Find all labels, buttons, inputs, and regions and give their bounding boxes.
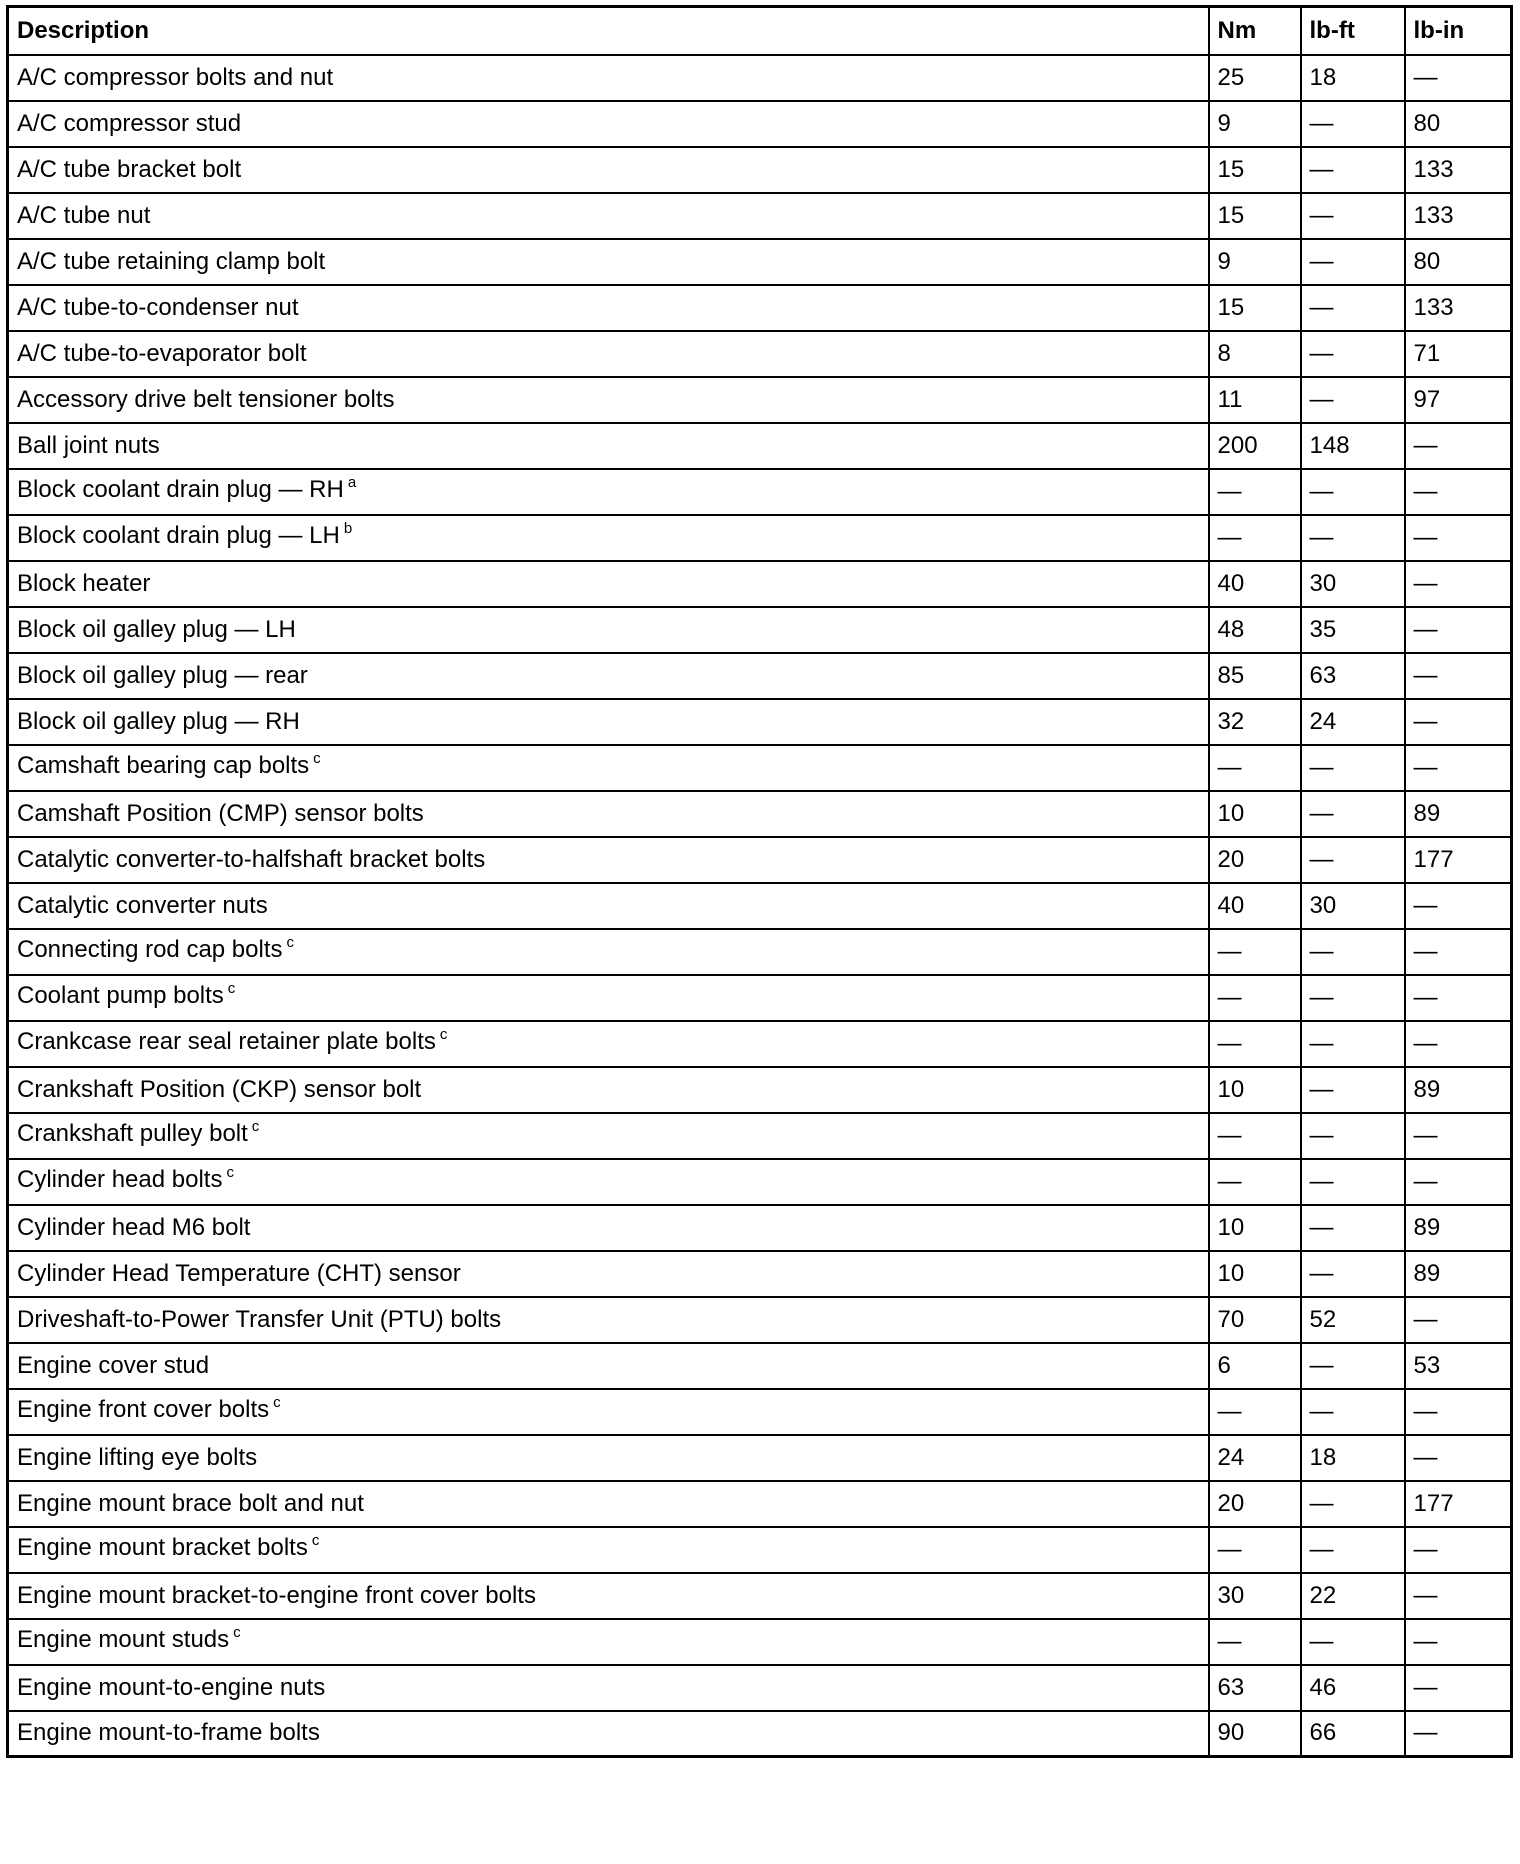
cell-nm: 24 bbox=[1209, 1435, 1301, 1481]
description-text: Engine mount-to-engine nuts bbox=[17, 1673, 326, 1701]
description-text: Ball joint nuts bbox=[17, 431, 160, 459]
cell-description bbox=[8, 1251, 1209, 1297]
cell-lbft: — bbox=[1301, 1619, 1405, 1665]
cell-lbft: — bbox=[1301, 193, 1405, 239]
header-lbin: lb-in bbox=[1405, 7, 1512, 55]
footnote-marker: c bbox=[226, 1164, 234, 1181]
cell-lbft: — bbox=[1301, 745, 1405, 791]
footnote-marker: c bbox=[233, 1624, 241, 1641]
footnote-marker: c bbox=[251, 1118, 260, 1135]
table-row bbox=[8, 1389, 1512, 1435]
cell-lbft: — bbox=[1301, 929, 1405, 975]
description-text: Engine mount bracket bolts bbox=[17, 1534, 308, 1561]
cell-lbin: — bbox=[1405, 1711, 1512, 1757]
cell-lbft: — bbox=[1301, 1159, 1405, 1205]
cell-description bbox=[8, 837, 1209, 883]
table-header-row bbox=[8, 7, 1512, 55]
description-text: Engine mount brace bolt and nut bbox=[17, 1489, 364, 1517]
description-text: A/C tube bracket bolt bbox=[17, 155, 242, 183]
cell-lbin: 71 bbox=[1405, 331, 1512, 377]
table-row bbox=[8, 469, 1512, 515]
cell-nm: 90 bbox=[1209, 1711, 1301, 1757]
description-text: Block coolant drain plug — LH bbox=[17, 522, 340, 549]
cell-lbft: — bbox=[1301, 1113, 1405, 1159]
cell-lbin: 177 bbox=[1405, 837, 1512, 883]
cell-description bbox=[8, 1205, 1209, 1251]
footnote-marker: c bbox=[286, 934, 294, 951]
cell-lbin: — bbox=[1405, 1159, 1512, 1205]
cell-description bbox=[8, 1711, 1209, 1757]
cell-description bbox=[8, 147, 1209, 193]
cell-lbin: 89 bbox=[1405, 1251, 1512, 1297]
description-text: Engine front cover bolts bbox=[17, 1396, 270, 1423]
cell-lbft: — bbox=[1301, 147, 1405, 193]
description-text: Engine cover stud bbox=[17, 1351, 210, 1379]
description-text: Crankcase rear seal retainer plate bolts bbox=[17, 1028, 436, 1055]
description-text: Cylinder head M6 bolt bbox=[17, 1213, 251, 1241]
description-text: A/C compressor bolts and nut bbox=[17, 63, 334, 91]
cell-nm: 15 bbox=[1209, 147, 1301, 193]
cell-nm: — bbox=[1209, 975, 1301, 1021]
cell-nm: 200 bbox=[1209, 423, 1301, 469]
table-row bbox=[8, 515, 1512, 561]
cell-nm: — bbox=[1209, 515, 1301, 561]
cell-lbin: — bbox=[1405, 1527, 1512, 1573]
cell-nm: 32 bbox=[1209, 699, 1301, 745]
description-text: Driveshaft-to-Power Transfer Unit (PTU) bolts bbox=[17, 1305, 502, 1333]
cell-lbft: — bbox=[1301, 837, 1405, 883]
cell-nm: 20 bbox=[1209, 837, 1301, 883]
description-text: Block coolant drain plug — RH bbox=[17, 476, 344, 503]
cell-nm: 25 bbox=[1209, 55, 1301, 101]
table-row bbox=[8, 193, 1512, 239]
cell-lbin: — bbox=[1405, 1665, 1512, 1711]
cell-lbin: — bbox=[1405, 699, 1512, 745]
cell-description bbox=[8, 55, 1209, 101]
table-row bbox=[8, 883, 1512, 929]
description-text: Engine mount bracket-to-engine front cover bolts bbox=[17, 1581, 536, 1609]
cell-description bbox=[8, 1113, 1209, 1159]
description-text: Coolant pump bolts bbox=[17, 982, 224, 1009]
cell-description bbox=[8, 1481, 1209, 1527]
table-row bbox=[8, 1021, 1512, 1067]
description-text: Block heater bbox=[17, 569, 151, 597]
table-row bbox=[8, 1297, 1512, 1343]
cell-lbin: — bbox=[1405, 515, 1512, 561]
cell-nm: — bbox=[1209, 1527, 1301, 1573]
cell-description bbox=[8, 331, 1209, 377]
description-text: Catalytic converter nuts bbox=[17, 891, 268, 919]
cell-nm: — bbox=[1209, 1113, 1301, 1159]
cell-lbin: — bbox=[1405, 55, 1512, 101]
cell-lbft: — bbox=[1301, 1251, 1405, 1297]
cell-lbin: — bbox=[1405, 423, 1512, 469]
cell-nm: 48 bbox=[1209, 607, 1301, 653]
cell-lbin: 89 bbox=[1405, 1205, 1512, 1251]
cell-lbft: 148 bbox=[1301, 423, 1405, 469]
table-row bbox=[8, 285, 1512, 331]
cell-lbft: 22 bbox=[1301, 1573, 1405, 1619]
cell-nm: 20 bbox=[1209, 1481, 1301, 1527]
description-text: Catalytic converter-to-halfshaft bracket bolts bbox=[17, 845, 486, 873]
header-lbft: lb-ft bbox=[1301, 7, 1405, 55]
cell-lbin: — bbox=[1405, 607, 1512, 653]
description-text: Block oil galley plug — LH bbox=[17, 615, 296, 643]
footnote-marker: c bbox=[273, 1394, 281, 1411]
cell-lbft: — bbox=[1301, 1205, 1405, 1251]
table-row bbox=[8, 331, 1512, 377]
description-text: Crankshaft Position (CKP) sensor bolt bbox=[17, 1075, 422, 1103]
cell-lbin: — bbox=[1405, 469, 1512, 515]
cell-description bbox=[8, 1619, 1209, 1665]
cell-description bbox=[8, 929, 1209, 975]
cell-description bbox=[8, 745, 1209, 791]
cell-lbin: — bbox=[1405, 1619, 1512, 1665]
cell-nm: — bbox=[1209, 1619, 1301, 1665]
cell-lbft: — bbox=[1301, 1021, 1405, 1067]
cell-nm: 10 bbox=[1209, 791, 1301, 837]
cell-description bbox=[8, 1435, 1209, 1481]
cell-lbft: — bbox=[1301, 975, 1405, 1021]
cell-description bbox=[8, 1573, 1209, 1619]
cell-nm: — bbox=[1209, 745, 1301, 791]
description-text: Block oil galley plug — RH bbox=[17, 707, 300, 735]
cell-description bbox=[8, 975, 1209, 1021]
cell-lbin: — bbox=[1405, 1297, 1512, 1343]
table-row bbox=[8, 101, 1512, 147]
table-row bbox=[8, 423, 1512, 469]
cell-description bbox=[8, 607, 1209, 653]
description-text: Accessory drive belt tensioner bolts bbox=[17, 385, 395, 413]
cell-lbft: — bbox=[1301, 791, 1405, 837]
cell-description bbox=[8, 1021, 1209, 1067]
cell-description bbox=[8, 1067, 1209, 1113]
cell-lbin: — bbox=[1405, 1573, 1512, 1619]
description-text: Engine mount studs bbox=[17, 1626, 230, 1653]
footnote-marker: a bbox=[347, 474, 357, 491]
cell-description bbox=[8, 883, 1209, 929]
cell-lbft: — bbox=[1301, 1527, 1405, 1573]
cell-lbft: 63 bbox=[1301, 653, 1405, 699]
cell-nm: — bbox=[1209, 929, 1301, 975]
cell-lbin: 97 bbox=[1405, 377, 1512, 423]
cell-lbin: — bbox=[1405, 1435, 1512, 1481]
cell-nm: 30 bbox=[1209, 1573, 1301, 1619]
cell-nm: 10 bbox=[1209, 1067, 1301, 1113]
cell-lbin: 133 bbox=[1405, 147, 1512, 193]
table-row bbox=[8, 607, 1512, 653]
cell-lbft: 46 bbox=[1301, 1665, 1405, 1711]
cell-nm: 63 bbox=[1209, 1665, 1301, 1711]
description-text: Crankshaft pulley bolt bbox=[17, 1120, 248, 1147]
cell-nm: 15 bbox=[1209, 285, 1301, 331]
cell-description bbox=[8, 1389, 1209, 1435]
cell-description bbox=[8, 377, 1209, 423]
cell-lbft: — bbox=[1301, 377, 1405, 423]
table-row bbox=[8, 975, 1512, 1021]
cell-description bbox=[8, 561, 1209, 607]
table-row bbox=[8, 653, 1512, 699]
cell-lbft: — bbox=[1301, 331, 1405, 377]
cell-lbft: — bbox=[1301, 239, 1405, 285]
cell-lbin: — bbox=[1405, 883, 1512, 929]
cell-nm: 10 bbox=[1209, 1205, 1301, 1251]
table-row bbox=[8, 791, 1512, 837]
cell-lbin: 177 bbox=[1405, 1481, 1512, 1527]
header-nm: Nm bbox=[1209, 7, 1301, 55]
cell-description bbox=[8, 469, 1209, 515]
cell-lbft: — bbox=[1301, 1343, 1405, 1389]
cell-description bbox=[8, 1159, 1209, 1205]
description-text: Block oil galley plug — rear bbox=[17, 661, 308, 689]
description-text: A/C compressor stud bbox=[17, 109, 242, 137]
table-row bbox=[8, 239, 1512, 285]
description-text: A/C tube-to-condenser nut bbox=[17, 293, 299, 321]
table-row bbox=[8, 55, 1512, 101]
cell-nm: 40 bbox=[1209, 883, 1301, 929]
torque-spec-table-wrapper bbox=[6, 5, 1510, 1758]
table-row bbox=[8, 1573, 1512, 1619]
table-row bbox=[8, 1251, 1512, 1297]
table-row bbox=[8, 1665, 1512, 1711]
table-row bbox=[8, 1619, 1512, 1665]
cell-nm: 6 bbox=[1209, 1343, 1301, 1389]
table-row bbox=[8, 745, 1512, 791]
cell-description bbox=[8, 515, 1209, 561]
cell-lbin: — bbox=[1405, 1389, 1512, 1435]
cell-nm: — bbox=[1209, 1159, 1301, 1205]
cell-description bbox=[8, 1343, 1209, 1389]
cell-lbft: 30 bbox=[1301, 883, 1405, 929]
cell-lbft: — bbox=[1301, 1389, 1405, 1435]
table-row bbox=[8, 1481, 1512, 1527]
cell-lbin: — bbox=[1405, 745, 1512, 791]
cell-lbin: — bbox=[1405, 561, 1512, 607]
torque-spec-table bbox=[6, 5, 1513, 1758]
table-row bbox=[8, 1711, 1512, 1757]
cell-nm: 10 bbox=[1209, 1251, 1301, 1297]
cell-nm: 85 bbox=[1209, 653, 1301, 699]
cell-lbin: 80 bbox=[1405, 101, 1512, 147]
cell-description bbox=[8, 423, 1209, 469]
cell-lbft: — bbox=[1301, 285, 1405, 331]
footnote-marker: c bbox=[227, 980, 236, 997]
table-row bbox=[8, 377, 1512, 423]
cell-lbft: 18 bbox=[1301, 55, 1405, 101]
cell-description bbox=[8, 699, 1209, 745]
description-text: A/C tube nut bbox=[17, 201, 151, 229]
cell-lbin: — bbox=[1405, 1113, 1512, 1159]
description-text: A/C tube retaining clamp bolt bbox=[17, 247, 326, 275]
cell-lbin: — bbox=[1405, 975, 1512, 1021]
description-text: Connecting rod cap bolts bbox=[17, 936, 283, 963]
cell-lbft: 66 bbox=[1301, 1711, 1405, 1757]
cell-lbin: 80 bbox=[1405, 239, 1512, 285]
cell-lbin: 133 bbox=[1405, 193, 1512, 239]
cell-lbft: — bbox=[1301, 469, 1405, 515]
table-row bbox=[8, 929, 1512, 975]
description-text: Cylinder head bolts bbox=[17, 1166, 223, 1193]
description-text: Camshaft Position (CMP) sensor bolts bbox=[17, 799, 424, 827]
table-row bbox=[8, 1113, 1512, 1159]
table-row bbox=[8, 837, 1512, 883]
header-description: Description bbox=[8, 7, 1209, 55]
cell-nm: 15 bbox=[1209, 193, 1301, 239]
table-row bbox=[8, 1159, 1512, 1205]
cell-lbft: 18 bbox=[1301, 1435, 1405, 1481]
cell-nm: 9 bbox=[1209, 239, 1301, 285]
description-text: A/C tube-to-evaporator bolt bbox=[17, 339, 307, 367]
cell-lbin: 89 bbox=[1405, 1067, 1512, 1113]
table-row bbox=[8, 147, 1512, 193]
cell-nm: 40 bbox=[1209, 561, 1301, 607]
cell-lbft: 30 bbox=[1301, 561, 1405, 607]
cell-description bbox=[8, 791, 1209, 837]
footnote-marker: b bbox=[343, 520, 353, 537]
cell-nm: 9 bbox=[1209, 101, 1301, 147]
cell-lbft: 24 bbox=[1301, 699, 1405, 745]
table-row bbox=[8, 1527, 1512, 1573]
cell-nm: 8 bbox=[1209, 331, 1301, 377]
cell-lbin: 89 bbox=[1405, 791, 1512, 837]
cell-description bbox=[8, 239, 1209, 285]
cell-nm: 70 bbox=[1209, 1297, 1301, 1343]
footnote-marker: c bbox=[311, 1532, 320, 1549]
description-text: Camshaft bearing cap bolts bbox=[17, 752, 310, 779]
description-text: Cylinder Head Temperature (CHT) sensor bbox=[17, 1259, 461, 1287]
footnote-marker: c bbox=[439, 1026, 448, 1043]
table-row bbox=[8, 561, 1512, 607]
cell-lbin: — bbox=[1405, 929, 1512, 975]
table-row bbox=[8, 1205, 1512, 1251]
cell-lbin: 53 bbox=[1405, 1343, 1512, 1389]
cell-lbin: — bbox=[1405, 1021, 1512, 1067]
cell-nm: 11 bbox=[1209, 377, 1301, 423]
cell-nm: — bbox=[1209, 1021, 1301, 1067]
cell-lbft: — bbox=[1301, 1067, 1405, 1113]
cell-lbft: — bbox=[1301, 101, 1405, 147]
cell-nm: — bbox=[1209, 1389, 1301, 1435]
cell-lbin: — bbox=[1405, 653, 1512, 699]
table-row bbox=[8, 1343, 1512, 1389]
cell-lbft: 52 bbox=[1301, 1297, 1405, 1343]
cell-description bbox=[8, 1297, 1209, 1343]
table-row bbox=[8, 1435, 1512, 1481]
footnote-marker: c bbox=[313, 750, 321, 767]
cell-lbft: 35 bbox=[1301, 607, 1405, 653]
description-text: Engine lifting eye bolts bbox=[17, 1443, 258, 1471]
table-row bbox=[8, 1067, 1512, 1113]
cell-description bbox=[8, 653, 1209, 699]
cell-description bbox=[8, 101, 1209, 147]
cell-description bbox=[8, 193, 1209, 239]
cell-lbft: — bbox=[1301, 1481, 1405, 1527]
cell-lbin: 133 bbox=[1405, 285, 1512, 331]
cell-lbft: — bbox=[1301, 515, 1405, 561]
cell-nm: — bbox=[1209, 469, 1301, 515]
cell-description bbox=[8, 1665, 1209, 1711]
table-row bbox=[8, 699, 1512, 745]
cell-description bbox=[8, 285, 1209, 331]
cell-description bbox=[8, 1527, 1209, 1573]
description-text: Engine mount-to-frame bolts bbox=[17, 1719, 320, 1747]
